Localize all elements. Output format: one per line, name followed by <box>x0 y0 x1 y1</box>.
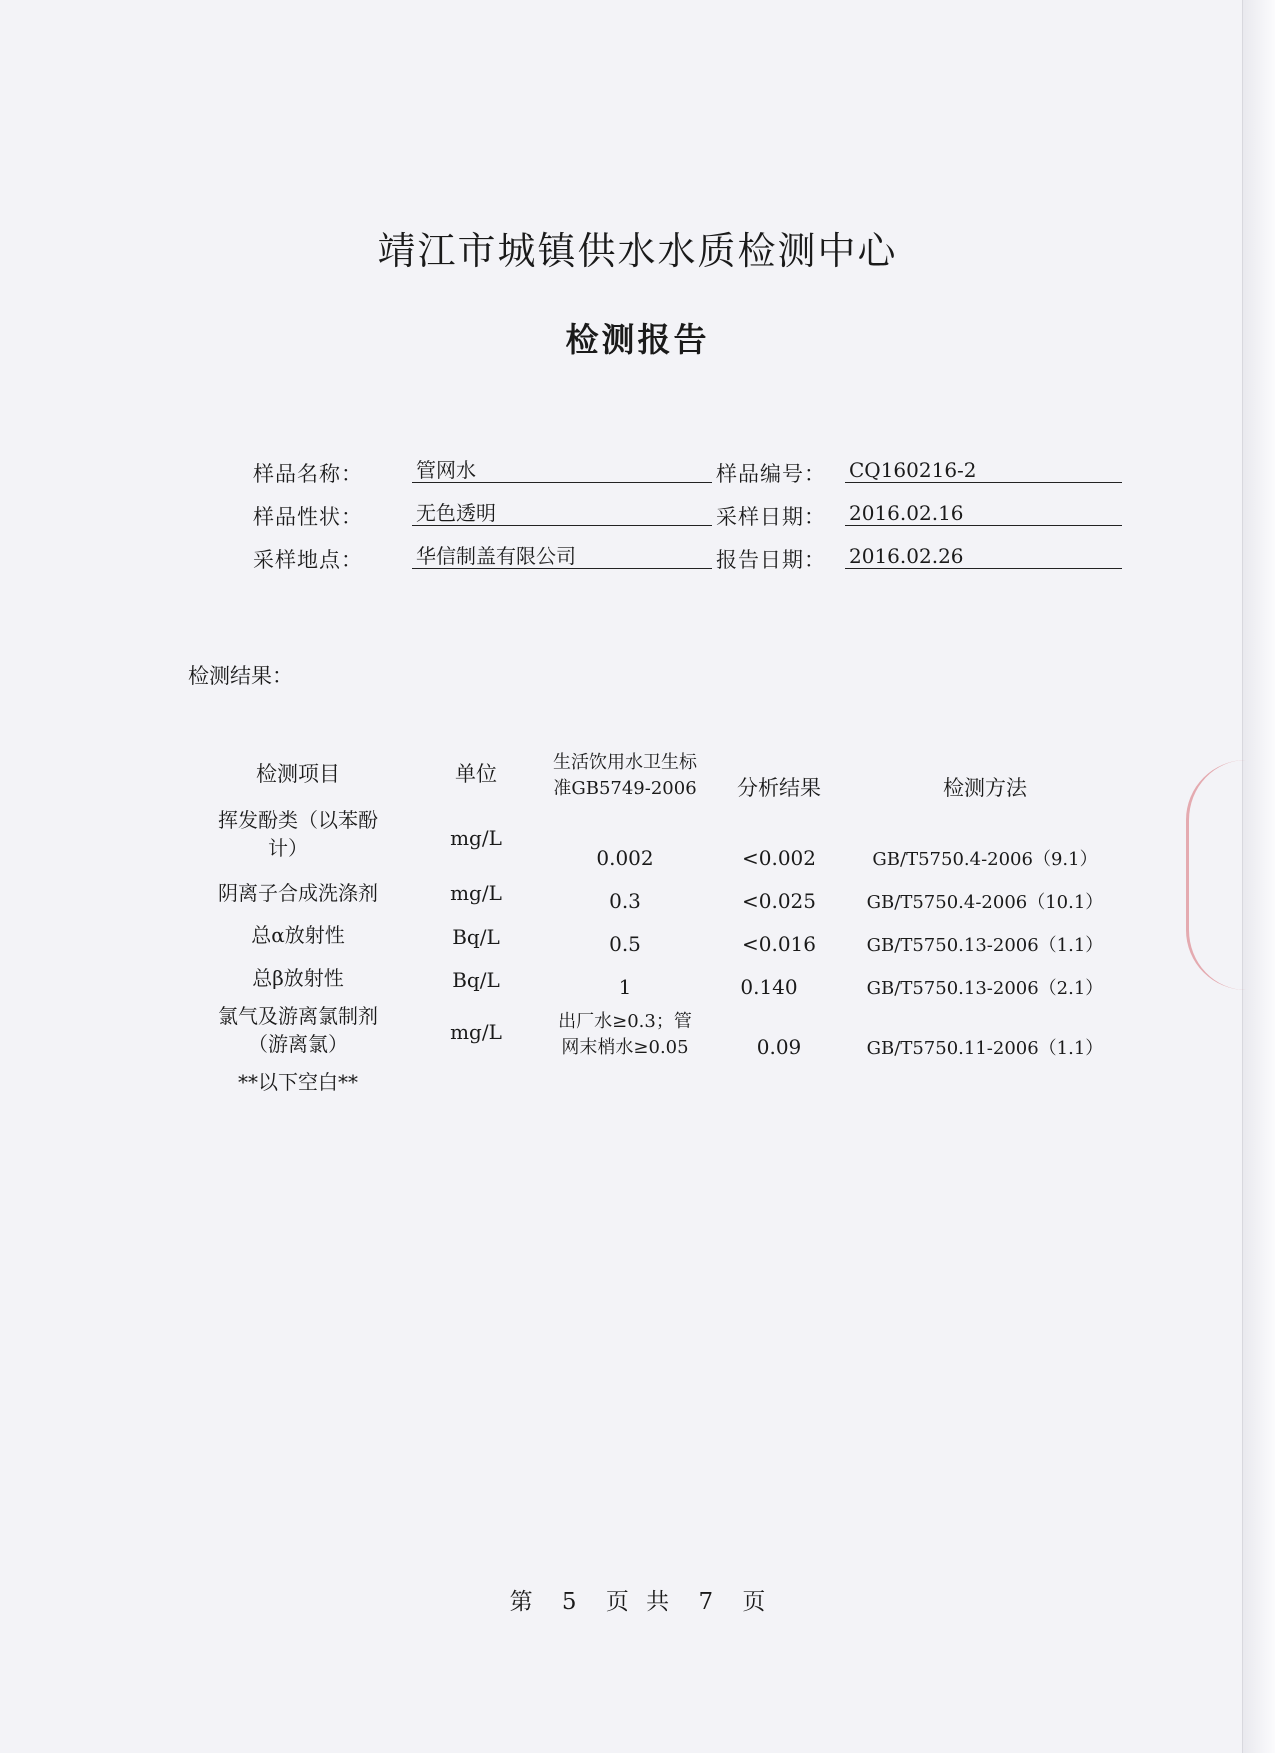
report-date-label: 报告日期： <box>716 548 826 572</box>
row4-item: 总β放射性 <box>252 966 344 990</box>
row5-result: 0.09 <box>756 1035 802 1059</box>
sampling-location-value: 华信制盖有限公司 <box>412 543 712 569</box>
row4-result: 0.140 <box>740 975 798 999</box>
row3-standard: 0.5 <box>609 932 641 956</box>
sampling-date-label: 采样日期： <box>716 505 826 529</box>
sample-name-value: 管网水 <box>412 457 712 483</box>
sample-number-label: 样品编号： <box>716 462 826 486</box>
row3-result: <0.016 <box>741 932 816 956</box>
row1-item-line2: 计） <box>268 836 308 860</box>
header-standard-line2: 准GB5749-2006 <box>553 778 697 799</box>
row2-method: GB/T5750.4-2006（10.1） <box>866 892 1104 913</box>
footer-middle: 页 共 <box>605 1589 670 1615</box>
row5-method: GB/T5750.11-2006（1.1） <box>866 1038 1104 1059</box>
row5-item-line2: （游离氯） <box>248 1032 348 1056</box>
row2-item: 阴离子合成洗涤剂 <box>218 881 378 905</box>
row1-result: <0.002 <box>741 846 816 870</box>
row1-standard: 0.002 <box>596 846 654 870</box>
row4-standard: 1 <box>618 975 632 999</box>
official-seal <box>1186 760 1259 990</box>
sample-number-value: CQ160216-2 <box>845 457 1122 483</box>
row2-unit: mg/L <box>450 881 502 905</box>
row2-result: <0.025 <box>741 889 816 913</box>
footer-prefix: 第 <box>509 1589 533 1615</box>
sampling-location-label: 采样地点： <box>253 548 363 572</box>
row1-unit: mg/L <box>450 826 502 850</box>
header-result: 分析结果 <box>737 776 821 800</box>
sampling-date-value: 2016.02.16 <box>845 500 1122 526</box>
row5-unit: mg/L <box>450 1020 502 1044</box>
row3-method: GB/T5750.13-2006（1.1） <box>866 935 1104 956</box>
row2-standard: 0.3 <box>609 889 641 913</box>
row1-item-line1: 挥发酚类（以苯酚 <box>218 808 378 832</box>
header-standard-line1: 生活饮用水卫生标 <box>553 752 697 773</box>
header-unit: 单位 <box>455 762 497 786</box>
row4-unit: Bq/L <box>452 968 500 992</box>
row1-method: GB/T5750.4-2006（9.1） <box>872 849 1098 870</box>
footer-suffix: 页 <box>742 1589 766 1615</box>
results-heading: 检测结果： <box>188 664 293 688</box>
header-method: 检测方法 <box>943 776 1027 800</box>
org-title: 靖江市城镇供水水质检测中心 <box>377 229 898 273</box>
row3-item: 总α放射性 <box>251 923 345 947</box>
footer-total-pages: 7 <box>698 1589 714 1615</box>
row5-standard-line2: 网末梢水≥0.05 <box>561 1037 689 1058</box>
row5-standard-line1: 出厂水≥0.3；管 <box>558 1011 692 1032</box>
report-title: 检测报告 <box>565 320 710 359</box>
footer-page-number: 5 <box>561 1589 577 1615</box>
end-marker: **以下空白** <box>238 1070 358 1094</box>
sample-name-label: 样品名称： <box>253 462 363 486</box>
report-date-value: 2016.02.26 <box>845 543 1122 569</box>
row3-unit: Bq/L <box>452 925 500 949</box>
sample-appearance-label: 样品性状： <box>253 505 363 529</box>
sample-appearance-value: 无色透明 <box>412 500 712 526</box>
header-item: 检测项目 <box>256 762 340 786</box>
page-footer <box>0 1583 1275 1616</box>
row5-item-line1: 氯气及游离氯制剂 <box>218 1004 378 1028</box>
row4-method: GB/T5750.13-2006（2.1） <box>866 978 1104 999</box>
